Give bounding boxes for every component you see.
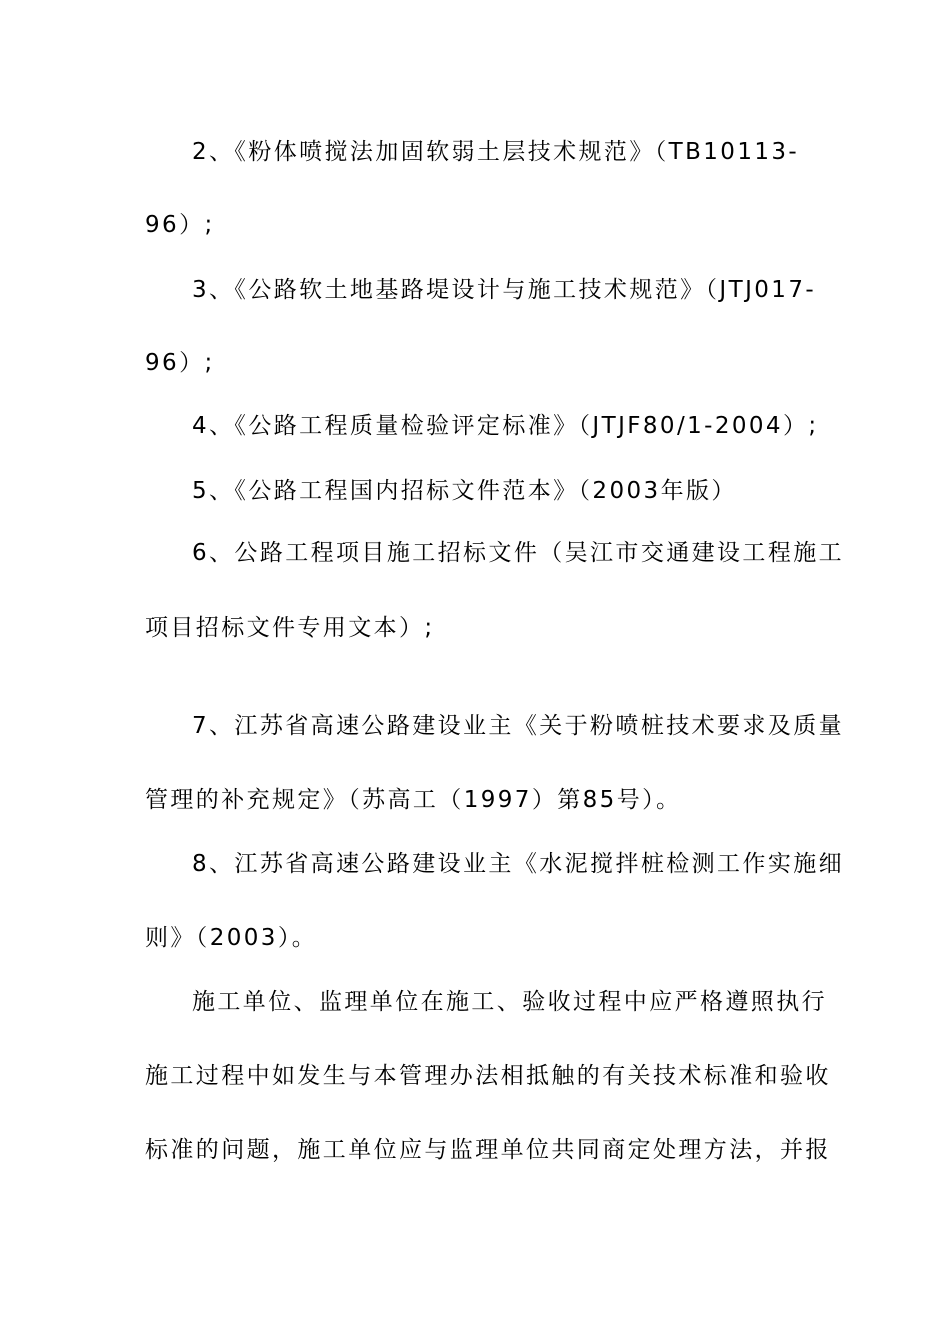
clause-6-line-1: 6、公路工程项目施工招标文件（吴江市交通建设工程施工 [192, 540, 845, 566]
clause-2-line-2: 96）; [145, 212, 215, 238]
paragraph-line-2: 施工过程中如发生与本管理办法相抵触的有关技术标准和验收 [145, 1063, 831, 1089]
clause-4-line: 4、《公路工程质量检验评定标准》（JTJF80/1-2004）; [192, 413, 819, 439]
clause-3-line-1: 3、《公路软土地基路堤设计与施工技术规范》（JTJ017- [192, 277, 817, 303]
clause-7-line-1: 7、江苏省高速公路建设业主《关于粉喷桩技术要求及质量 [192, 713, 845, 739]
clause-2-line-1: 2、《粉体喷搅法加固软弱土层技术规范》（TB10113- [192, 139, 800, 165]
clause-7-line-2: 管理的补充规定》（苏高工（1997）第85号）。 [145, 787, 682, 813]
paragraph-line-3: 标准的问题，施工单位应与监理单位共同商定处理方法，并报 [145, 1137, 831, 1163]
clause-8-line-2: 则》（2003）。 [145, 925, 318, 951]
clause-8-line-1: 8、江苏省高速公路建设业主《水泥搅拌桩检测工作实施细 [192, 851, 845, 877]
clause-5-line: 5、《公路工程国内招标文件范本》（2003年版） [192, 478, 737, 504]
paragraph-line-1: 施工单位、监理单位在施工、验收过程中应严格遵照执行 [192, 989, 827, 1015]
clause-3-line-2: 96）; [145, 350, 215, 376]
clause-6-line-2: 项目招标文件专用文本）; [145, 615, 435, 641]
